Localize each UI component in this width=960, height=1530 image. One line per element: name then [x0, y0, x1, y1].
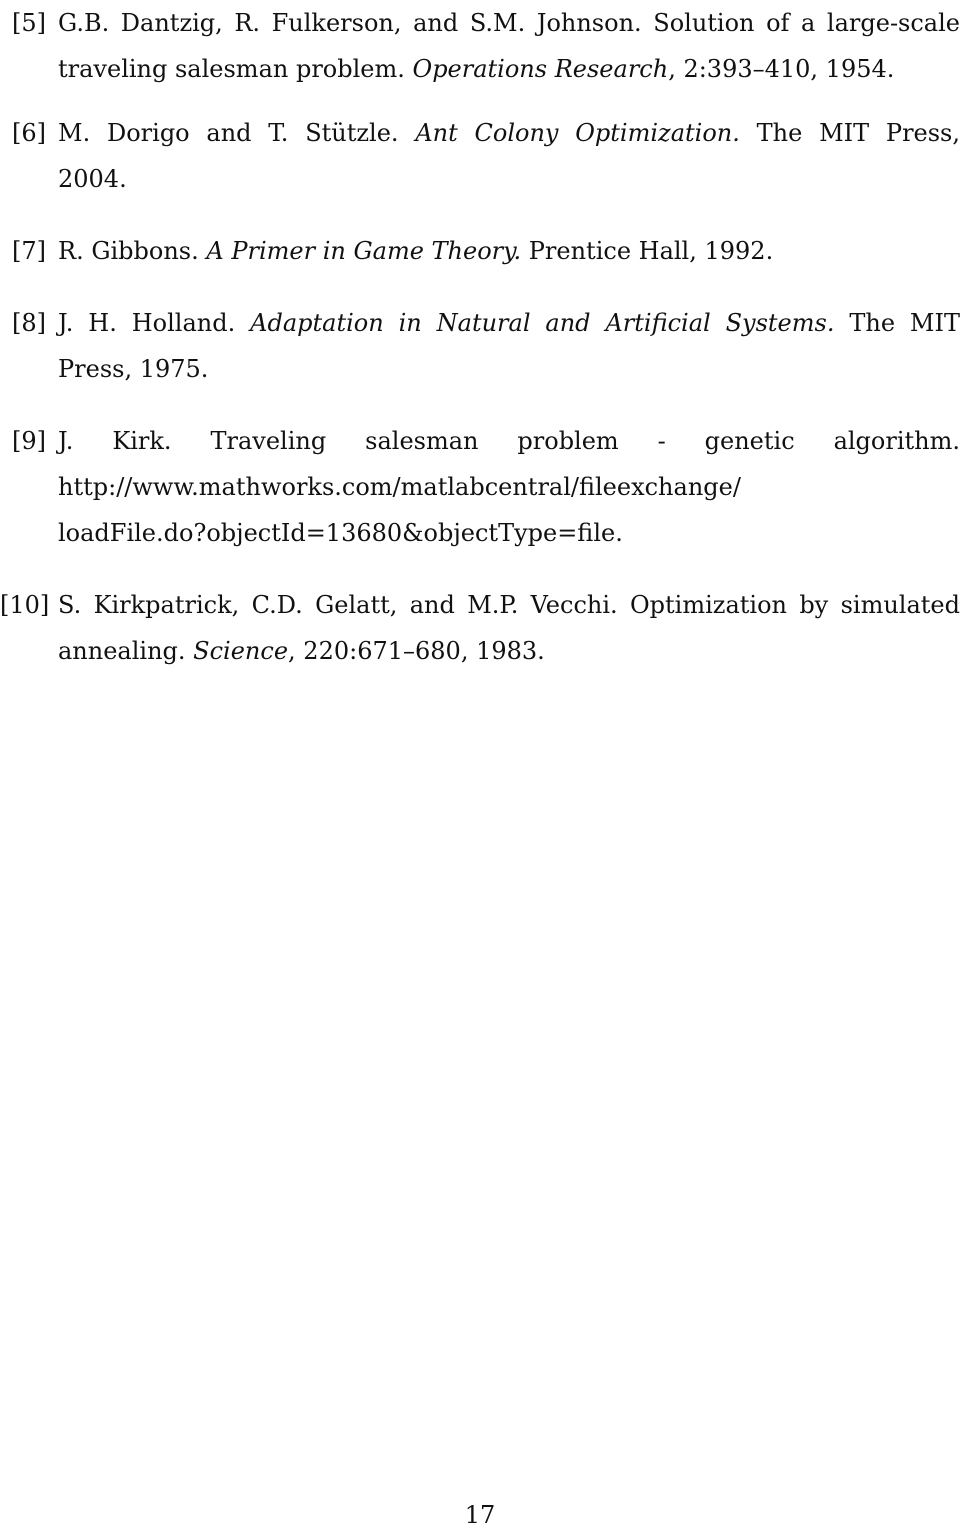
- reference-number: [5]: [12, 9, 46, 37]
- reference-line: Press, 1975.: [58, 355, 209, 383]
- reference-text: [58, 418, 960, 556]
- reference-text-plain: annealing.: [58, 637, 194, 665]
- reference-url: loadFile.do?objectId=13680&objectType=file.: [58, 519, 623, 547]
- reference-number: [7]: [12, 237, 46, 265]
- reference-text: [58, 300, 960, 392]
- reference-text-plain: J. H. Holland.: [58, 309, 251, 337]
- journal-title: Science: [193, 637, 289, 665]
- reference-url: http://www.mathworks.com/matlabcentral/fileexchange/: [58, 473, 741, 501]
- reference-text-plain: , 220:671–680, 1983.: [288, 637, 545, 665]
- book-title: A Primer in Game Theory.: [206, 237, 522, 265]
- book-title: Ant Colony Optimization.: [415, 119, 740, 147]
- reference-text-plain: Prentice Hall, 1992.: [521, 237, 774, 265]
- reference-line: 2004.: [58, 165, 127, 193]
- reference-text-plain: The MIT Press,: [739, 119, 960, 147]
- reference-line: J. Kirk. Traveling salesman problem - genetic algorithm.: [58, 427, 960, 455]
- reference-line: [58, 628, 960, 674]
- reference-line: [58, 110, 960, 156]
- reference-text: [58, 582, 960, 674]
- reference-line: G.B. Dantzig, R. Fulkerson, and S.M. Johnson. Solution of a large-scale: [58, 9, 960, 37]
- reference-text: [58, 110, 960, 202]
- reference-number: [8]: [12, 309, 46, 337]
- reference-number: [6]: [12, 119, 46, 147]
- reference-text-plain: The MIT: [834, 309, 960, 337]
- reference-line: [58, 228, 960, 274]
- reference-line: [58, 46, 960, 92]
- page-number: 17: [464, 1501, 496, 1529]
- reference-text-plain: M. Dorigo and T. Stützle.: [58, 119, 416, 147]
- reference-line: S. Kirkpatrick, C.D. Gelatt, and M.P. Vecchi. Optimization by simulated: [58, 591, 960, 619]
- reference-text: [58, 0, 960, 92]
- reference-text-plain: traveling salesman problem.: [58, 55, 413, 83]
- journal-title: Operations Research: [412, 55, 669, 83]
- reference-text-plain: , 2:393–410, 1954.: [668, 55, 895, 83]
- reference-text: [58, 228, 960, 274]
- reference-number: [10]: [0, 591, 50, 619]
- reference-text-plain: R. Gibbons.: [58, 237, 207, 265]
- reference-line: [58, 300, 960, 346]
- reference-number: [9]: [12, 427, 46, 455]
- book-title: Adaptation in Natural and Artificial Systems.: [250, 309, 835, 337]
